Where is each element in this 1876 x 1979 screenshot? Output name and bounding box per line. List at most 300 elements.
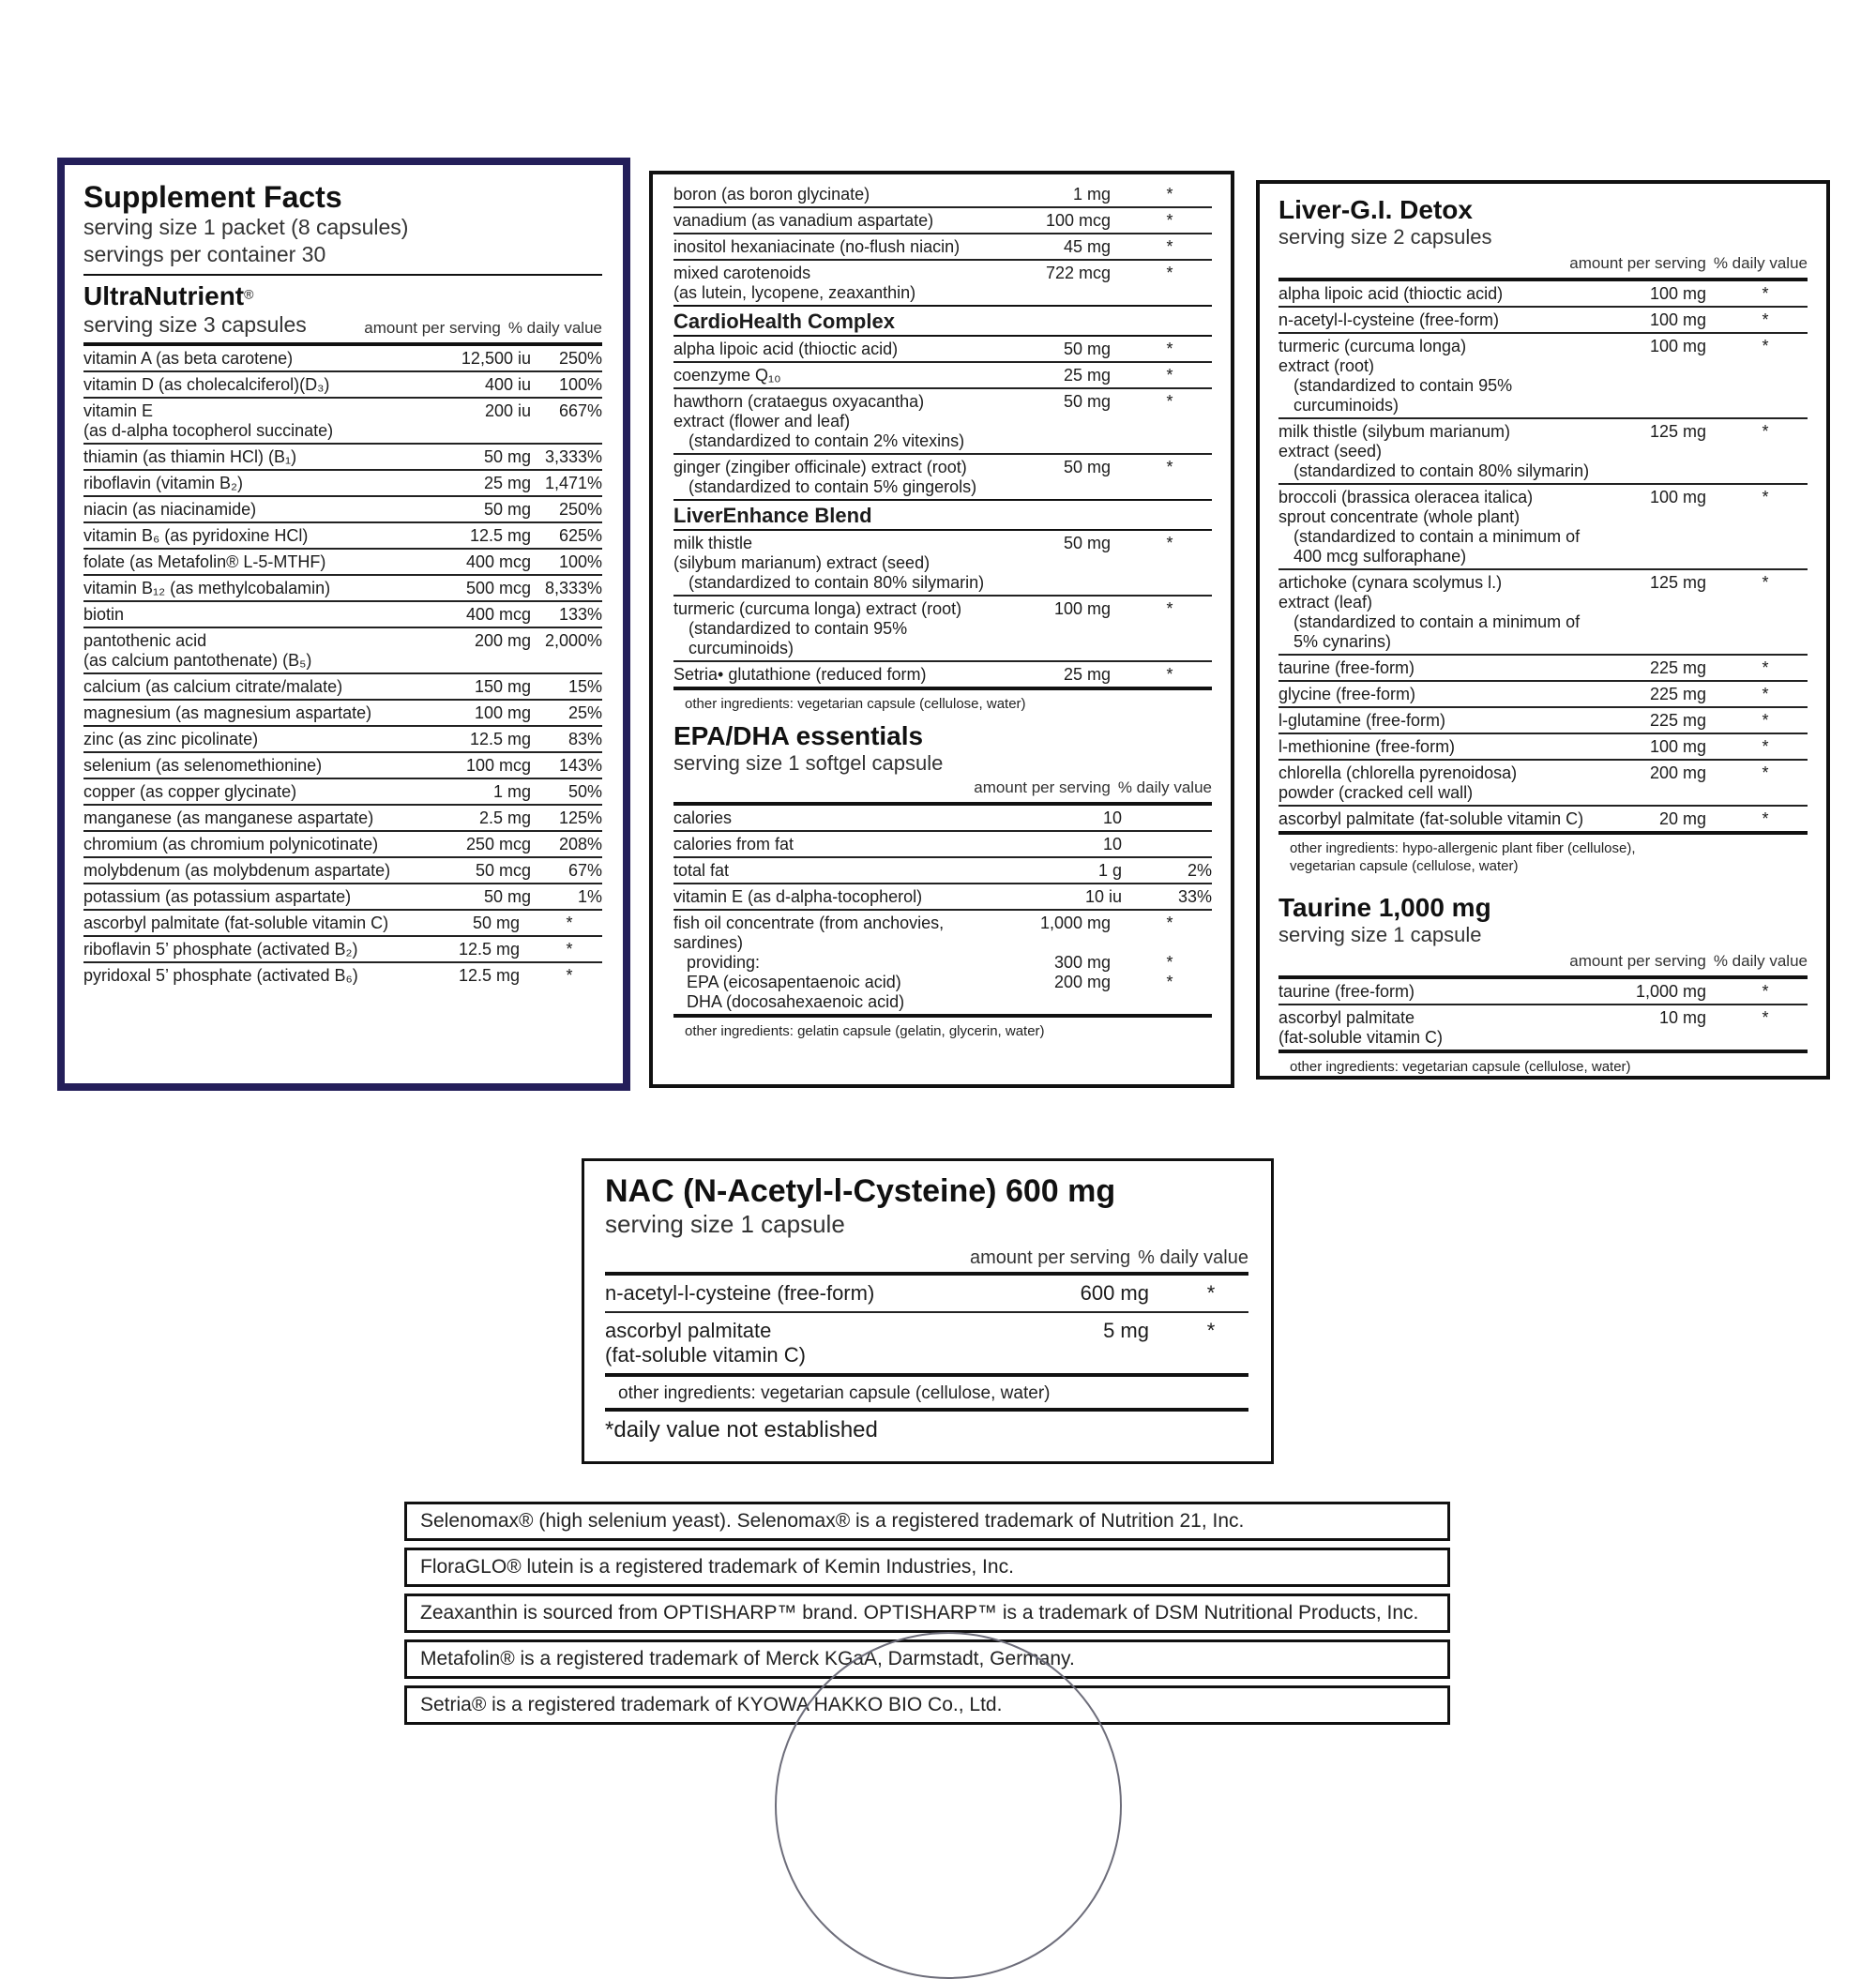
- table-row: [673, 233, 1212, 259]
- other-ingredients: other ingredients: gelatin capsule (gelatin, glycerin, water): [685, 1023, 1045, 1039]
- nutrient-name: [83, 835, 446, 854]
- col-dv-header: % daily value: [1117, 778, 1212, 796]
- nutrient-name-line: (standardized to contain 80% silymarin): [688, 573, 985, 592]
- mineral-table: [673, 182, 1212, 305]
- serving-size: serving size 1 capsule: [605, 1210, 845, 1238]
- nutrient-name: [83, 579, 446, 598]
- nutrient-daily-value: *: [1762, 1008, 1769, 1027]
- table-row: [673, 595, 1212, 660]
- nutrient-name-line: sprout concentrate (whole plant): [1278, 507, 1520, 526]
- trademark-selenomax: Selenomax® (high selenium yeast). Selenomax® is a registered trademark of Nutrition 21, Inc.: [404, 1502, 1450, 1541]
- epa-dv: *: [1166, 953, 1173, 972]
- table-row: [1278, 805, 1808, 831]
- nutrient-name-line: taurine (free-form): [1278, 982, 1415, 1001]
- table-row: [83, 909, 602, 935]
- nutrient-daily-value: *: [1166, 185, 1173, 204]
- nutrient-name: [83, 401, 446, 441]
- nutrient-daily-value: 33%: [1177, 887, 1212, 906]
- nutrient-amount: 400 iu: [484, 375, 531, 394]
- nutrient-name: [83, 605, 446, 625]
- nutrient-name-line: vitamin B₆ (as pyridoxine HCl): [83, 526, 309, 545]
- fish-oil-row: [673, 909, 1212, 1014]
- nutrient-name: [673, 185, 1017, 204]
- cardio-liver-epa-panel: [649, 171, 1234, 1088]
- nutrient-daily-value: *: [1206, 1281, 1216, 1305]
- nutrient-amount: 1 g: [1097, 861, 1122, 880]
- nutrient-name: [673, 458, 1017, 497]
- other-ingredients-line2: vegetarian capsule (cellulose, water): [1290, 858, 1519, 874]
- nutrient-daily-value: *: [1166, 264, 1173, 282]
- taurine-title: Taurine 1,000 mg: [1278, 893, 1491, 922]
- table-row: [83, 346, 602, 370]
- epa-serving: serving size 1 softgel capsule: [673, 751, 944, 775]
- nutrient-amount: 150 mg: [474, 677, 531, 696]
- nutrient-name-line: (standardized to contain a minimum of 5% cynarins): [1294, 612, 1581, 651]
- nutrient-daily-value: 250%: [558, 500, 602, 519]
- nutrient-name: [83, 552, 446, 572]
- nutrient-name: [83, 474, 446, 493]
- nutrient-name-line: pantothenic acid: [83, 631, 207, 650]
- nutrient-daily-value: 250%: [558, 349, 602, 368]
- table-row: [1278, 417, 1808, 483]
- table-row: [673, 206, 1212, 233]
- nutrient-name: [1278, 337, 1603, 415]
- table-row: [1278, 706, 1808, 733]
- table-row: [1278, 680, 1808, 706]
- panel-title: Supplement Facts: [83, 180, 342, 214]
- nutrient-daily-value: *: [1166, 458, 1173, 476]
- table-row: [83, 961, 602, 988]
- serving-size: serving size 2 capsules: [1278, 225, 1492, 249]
- table-row: [83, 627, 602, 672]
- nutrient-name-line: riboflavin (vitamin B₂): [83, 474, 244, 492]
- nutrient-daily-value: *: [1762, 658, 1769, 677]
- nutrient-amount: 250 mcg: [465, 835, 531, 854]
- nac-table: [605, 1276, 1248, 1373]
- nutrient-name: [1278, 284, 1603, 304]
- servings-per-container: servings per container 30: [83, 242, 326, 266]
- nutrient-daily-value: *: [1762, 284, 1769, 303]
- trademark-optisharp: Zeaxanthin is sourced from OPTISHARP™ brand. OPTISHARP™ is a trademark of DSM Nutritional Products, Inc.: [404, 1594, 1450, 1633]
- nutrient-name: [83, 349, 446, 369]
- nutrient-name: [1278, 809, 1603, 829]
- nutrient-daily-value: *: [1762, 737, 1769, 756]
- nutrient-name-line: ginger (zingiber officinale) extract (root): [673, 458, 967, 476]
- nutrient-amount: 100 mg: [474, 703, 531, 722]
- table-row: [1278, 483, 1808, 568]
- nutrient-name-line: turmeric (curcuma longa) extract (root): [673, 599, 962, 618]
- nutrient-name-line: vanadium (as vanadium aspartate): [673, 211, 934, 230]
- panel-title: Liver-G.I. Detox: [1278, 195, 1473, 224]
- nutrient-name-line: turmeric (curcuma longa): [1278, 337, 1467, 355]
- nutrient-name-line: folate (as Metafolin® L-5-MTHF): [83, 552, 326, 571]
- nutrient-amount: 1 mg: [1072, 185, 1111, 204]
- nutrient-amount: 100 mg: [1649, 337, 1706, 355]
- nutrient-name: [673, 665, 1017, 685]
- nutrient-name: [673, 211, 1017, 231]
- nutrient-amount: 10: [1102, 835, 1122, 854]
- detox-table: [1278, 281, 1808, 831]
- nutrient-amount: 50 mg: [1063, 534, 1111, 552]
- table-row: [1278, 568, 1808, 654]
- nutrient-name-line: extract (root): [1278, 356, 1375, 375]
- nutrient-name-line: mixed carotenoids: [673, 264, 811, 282]
- nutrient-name-line: molybdenum (as molybdenum aspartate): [83, 861, 391, 880]
- nutrient-name-line: l-glutamine (free-form): [1278, 711, 1446, 730]
- nutrient-amount: 45 mg: [1063, 237, 1111, 256]
- panel-title: NAC (N-Acetyl-l-Cysteine) 600 mg: [605, 1173, 1116, 1209]
- nutrient-name-line: manganese (as manganese aspartate): [83, 808, 374, 827]
- nutrient-amount: 5 mg: [1103, 1319, 1149, 1342]
- trademark-metafolin: Metafolin® is a registered trademark of Merck KGaA, Darmstadt, Germany.: [404, 1639, 1450, 1679]
- table-row: [673, 453, 1212, 499]
- table-row: [83, 548, 602, 574]
- nutrient-amount: 25 mg: [483, 474, 531, 492]
- nutrient-amount: 100 mcg: [1045, 211, 1111, 230]
- col-dv-header: % daily value: [1713, 254, 1808, 272]
- nutrient-amount: 20 mg: [1658, 809, 1706, 828]
- nutrient-daily-value: 625%: [558, 526, 602, 545]
- nutrient-amount: 2.5 mg: [478, 808, 531, 827]
- nutrient-amount: 12.5 mg: [458, 966, 520, 985]
- nutrient-name: [83, 526, 446, 546]
- nutrient-amount: 100 mcg: [465, 756, 531, 775]
- nutrient-name-line: milk thistle: [673, 534, 753, 552]
- nutrient-name-line: selenium (as selenomethionine): [83, 756, 323, 775]
- nutrient-daily-value: 133%: [558, 605, 602, 624]
- nutrient-name-line: total fat: [673, 861, 730, 880]
- nutrient-amount: 10 mg: [1658, 1008, 1706, 1027]
- table-row: [83, 699, 602, 725]
- nutrient-amount: 400 mcg: [465, 605, 531, 624]
- nutrient-daily-value: 67%: [567, 861, 602, 880]
- nutrient-name-line: vitamin E: [83, 401, 154, 420]
- table-row: [1278, 1004, 1808, 1050]
- nutrient-daily-value: *: [1762, 809, 1769, 828]
- nutrient-table: [83, 346, 602, 988]
- nutrient-name: [83, 500, 446, 520]
- nutrient-name-line: n-acetyl-l-cysteine (free-form): [1278, 310, 1500, 329]
- registered-mark: ®: [244, 286, 254, 302]
- nutrient-name-line: magnesium (as magnesium aspartate): [83, 703, 372, 722]
- nutrient-amount: 10: [1102, 808, 1122, 827]
- nutrient-amount: 100 mg: [1053, 599, 1111, 618]
- col-amount-header: amount per serving: [1569, 254, 1706, 272]
- table-row: [83, 751, 602, 778]
- nutrient-name-line: alpha lipoic acid (thioctic acid): [1278, 284, 1504, 303]
- nutrient-name-line: (silybum marianum) extract (seed): [673, 553, 930, 572]
- nutrient-name-line: n-acetyl-l-cysteine (free-form): [605, 1281, 875, 1305]
- cardio-title: CardioHealth Complex: [673, 310, 895, 333]
- epa-title: EPA/DHA essentials: [673, 721, 924, 750]
- nutrient-daily-value: 15%: [567, 677, 602, 696]
- nutrient-daily-value: 100%: [558, 375, 602, 394]
- supplement-facts-panel: [57, 158, 630, 1091]
- nutrient-amount: 225 mg: [1649, 711, 1706, 730]
- nutrient-amount: 25 mg: [1063, 665, 1111, 684]
- serving-size: serving size 1 packet (8 capsules): [83, 215, 409, 239]
- table-row: [673, 856, 1212, 883]
- table-row: [83, 883, 602, 909]
- nutrient-name-line: biotin: [83, 605, 125, 624]
- nutrient-daily-value: 208%: [558, 835, 602, 854]
- nutrient-name: [673, 861, 1028, 881]
- table-row: [1278, 759, 1808, 805]
- nutrient-amount: 50 mg: [483, 447, 531, 466]
- nutrient-amount: 50 mg: [483, 887, 531, 906]
- nutrient-amount: 1 mg: [492, 782, 531, 801]
- nutrient-name: [1278, 1008, 1603, 1048]
- fish-oil-amount: 1,000 mg: [1039, 914, 1111, 932]
- nutrient-amount: 50 mg: [1063, 340, 1111, 358]
- nutrient-name-line: chlorella (chlorella pyrenoidosa): [1278, 763, 1518, 782]
- nutrient-name-line: (standardized to contain 95% curcuminoids): [1294, 376, 1513, 415]
- nutrient-name: [1278, 711, 1603, 731]
- nutrient-name: [83, 914, 435, 933]
- nutrient-name: [673, 264, 1017, 303]
- table-row: [673, 830, 1212, 856]
- nutrient-amount: 200 mg: [474, 631, 531, 650]
- nutrient-amount: 50 mg: [1063, 392, 1111, 411]
- nutrient-daily-value: 143%: [558, 756, 602, 775]
- nutrient-name: [83, 730, 446, 749]
- taurine-table: [1278, 979, 1808, 1050]
- nutrient-amount: 600 mg: [1080, 1281, 1149, 1305]
- nutrient-name-line: vitamin E (as d-alpha-tocopherol): [673, 887, 923, 906]
- table-row: [83, 672, 602, 699]
- nutrient-daily-value: 50%: [567, 782, 602, 801]
- nutrient-name-line: vitamin D (as cholecalciferol)(D₃): [83, 375, 330, 394]
- faded-stamp-arc: [775, 1632, 1122, 1979]
- trademark-floraglo: FloraGLO® lutein is a registered trademark of Kemin Industries, Inc.: [404, 1548, 1450, 1587]
- trademark-setria: Setria® is a registered trademark of KYOWA HAKKO BIO Co., Ltd.: [404, 1685, 1450, 1725]
- nutrient-daily-value: 3,333%: [544, 447, 602, 466]
- nutrient-daily-value: *: [1762, 685, 1769, 703]
- table-row: [83, 856, 602, 883]
- providing-label: providing:: [687, 953, 761, 972]
- nutrient-name-line: extract (seed): [1278, 442, 1383, 461]
- cardio-table: [673, 337, 1212, 499]
- nutrient-name-line: alpha lipoic acid (thioctic acid): [673, 340, 899, 358]
- liver-gi-detox-panel: [1256, 180, 1830, 1080]
- nutrient-name-line: niacin (as niacinamide): [83, 500, 257, 519]
- fish-oil-dv: *: [1166, 914, 1173, 932]
- nutrient-name: [83, 756, 446, 776]
- nutrient-name-line: (as lutein, lycopene, zeaxanthin): [673, 283, 916, 302]
- nutrient-amount: 50 mg: [483, 500, 531, 519]
- nutrient-name-line: (as d-alpha tocopherol succinate): [83, 421, 334, 440]
- nutrient-name-line: (standardized to contain 2% vitexins): [688, 431, 965, 450]
- nutrient-daily-value: 1,471%: [544, 474, 602, 492]
- nutrient-amount: 1,000 mg: [1635, 982, 1706, 1001]
- other-ingredients-line1: other ingredients: hypo-allergenic plant fiber (cellulose),: [1290, 840, 1636, 856]
- nutrient-name: [83, 375, 446, 395]
- nutrient-daily-value: *: [1206, 1319, 1216, 1342]
- epa-amount: 300 mg: [1053, 953, 1111, 972]
- nutrient-name: [1278, 422, 1603, 481]
- nutrient-amount: 100 mg: [1649, 737, 1706, 756]
- nutrient-daily-value: 83%: [567, 730, 602, 748]
- table-row: [605, 1276, 1248, 1311]
- nutrient-name-line: boron (as boron glycinate): [673, 185, 870, 204]
- table-row: [673, 259, 1212, 305]
- table-row: [1278, 332, 1808, 417]
- nutrient-name-line: chromium (as chromium polynicotinate): [83, 835, 379, 854]
- table-row: [673, 660, 1212, 687]
- nutrient-name: [673, 534, 1017, 593]
- nutrient-name-line: milk thistle (silybum marianum): [1278, 422, 1511, 441]
- nutrient-name: [1278, 763, 1603, 803]
- col-amount-header: amount per serving: [974, 778, 1111, 796]
- nutrient-name-line: (as calcium pantothenate) (B₅): [83, 651, 312, 670]
- nutrient-name: [83, 966, 435, 986]
- nutrient-name-line: vitamin B₁₂ (as methylcobalamin): [83, 579, 331, 597]
- nutrient-name: [83, 631, 446, 671]
- nutrient-name-line: ascorbyl palmitate: [1278, 1008, 1415, 1027]
- nutrient-amount: 200 iu: [484, 401, 531, 420]
- nutrient-amount: 50 mg: [1063, 458, 1111, 476]
- table-row: [1278, 733, 1808, 759]
- nutrient-name-line: potassium (as potassium aspartate): [83, 887, 352, 906]
- table-row: [83, 935, 602, 961]
- nutrient-amount: 125 mg: [1649, 422, 1706, 441]
- nutrient-name: [1278, 488, 1603, 567]
- nutrient-daily-value: *: [1762, 711, 1769, 730]
- nutrient-name-line: ascorbyl palmitate (fat-soluble vitamin C): [83, 914, 389, 932]
- nutrient-name: [83, 808, 446, 828]
- table-row: [1278, 306, 1808, 332]
- nutrient-daily-value: 2%: [1187, 861, 1212, 880]
- table-row: [83, 443, 602, 469]
- section-serving: serving size 3 capsules: [83, 312, 307, 337]
- nutrient-name: [83, 703, 446, 723]
- liver-enhance-table: [673, 531, 1212, 687]
- nutrient-amount: 12.5 mg: [458, 940, 520, 959]
- col-amount-header: amount per serving: [969, 1247, 1131, 1268]
- table-row: [83, 469, 602, 495]
- nutrient-name: [83, 861, 446, 881]
- col-dv-header: % daily value: [1138, 1247, 1248, 1268]
- table-row: [83, 370, 602, 397]
- nutrient-name-line: vitamin A (as beta carotene): [83, 349, 294, 368]
- nutrient-daily-value: *: [1166, 211, 1173, 230]
- nutrient-name-line: coenzyme Q₁₀: [673, 366, 781, 385]
- nutrient-name-line: (fat-soluble vitamin C): [605, 1343, 806, 1367]
- liver-enhance-title: LiverEnhance Blend: [673, 504, 872, 527]
- nutrient-name: [83, 677, 446, 697]
- nutrient-amount: 125 mg: [1649, 573, 1706, 592]
- nutrient-amount: 225 mg: [1649, 658, 1706, 677]
- table-row: [83, 804, 602, 830]
- nutrient-name-line: thiamin (as thiamin HCl) (B₁): [83, 447, 297, 466]
- dha-amount: 200 mg: [1053, 973, 1111, 991]
- col-amount-header: amount per serving: [364, 319, 501, 337]
- nutrient-amount: 50 mcg: [475, 861, 531, 880]
- nutrient-amount: 225 mg: [1649, 685, 1706, 703]
- nutrient-name-line: pyridoxal 5’ phosphate (activated B₆): [83, 966, 358, 985]
- nutrient-name-line: riboflavin 5’ phosphate (activated B₂): [83, 940, 358, 959]
- col-dv-header: % daily value: [507, 319, 602, 337]
- nutrient-name: [673, 340, 1017, 359]
- nutrient-name-line: hawthorn (crataegus oxyacantha): [673, 392, 925, 411]
- nutrient-daily-value: 2,000%: [544, 631, 602, 650]
- taurine-serving: serving size 1 capsule: [1278, 923, 1482, 946]
- nutrient-name-line: (standardized to contain 80% silymarin): [1294, 461, 1590, 480]
- nutrient-daily-value: *: [1166, 534, 1173, 552]
- nutrient-daily-value: 100%: [558, 552, 602, 571]
- nutrient-amount: 200 mg: [1649, 763, 1706, 782]
- nutrient-amount: 722 mcg: [1045, 264, 1111, 282]
- nutrient-daily-value: *: [1166, 665, 1173, 684]
- daily-value-footnote: *daily value not established: [605, 1417, 878, 1443]
- nutrient-daily-value: *: [1166, 340, 1173, 358]
- nutrient-daily-value: *: [1762, 763, 1769, 782]
- table-row: [83, 778, 602, 804]
- nutrient-name: [1278, 685, 1603, 704]
- nutrient-name: [83, 940, 435, 959]
- epa-name: EPA (eicosapentaenoic acid): [687, 973, 901, 991]
- nutrient-name-line: extract (flower and leaf): [673, 412, 851, 431]
- nutrient-amount: 500 mcg: [465, 579, 531, 597]
- nutrient-daily-value: *: [1762, 310, 1769, 329]
- nutrient-daily-value: *: [1166, 366, 1173, 385]
- nutrient-amount: 12.5 mg: [469, 730, 531, 748]
- nutrient-daily-value: *: [1762, 573, 1769, 592]
- nutrient-name-line: artichoke (cynara scolymus l.): [1278, 573, 1503, 592]
- nutrient-name: [673, 392, 1017, 451]
- nutrient-amount: 12,500 iu: [461, 349, 531, 368]
- table-row: [83, 600, 602, 627]
- table-row: [673, 182, 1212, 206]
- table-row: [605, 1311, 1248, 1373]
- nutrient-amount: 100 mg: [1649, 284, 1706, 303]
- nutrient-name-line: extract (leaf): [1278, 593, 1373, 612]
- nutrient-name-line: (standardized to contain 5% gingerols): [688, 477, 977, 496]
- nutrient-name-line: broccoli (brassica oleracea italica): [1278, 488, 1534, 506]
- nutrient-name: [83, 887, 446, 907]
- table-row: [1278, 654, 1808, 680]
- table-row: [673, 387, 1212, 453]
- table-row: [1278, 979, 1808, 1004]
- table-row: [673, 806, 1212, 830]
- nutrient-name-line: copper (as copper glycinate): [83, 782, 297, 801]
- nutrient-name-line: ascorbyl palmitate: [605, 1319, 772, 1342]
- nutrient-daily-value: 25%: [567, 703, 602, 722]
- nutrient-daily-value: *: [566, 966, 573, 985]
- nutrient-amount: 50 mg: [472, 914, 520, 932]
- epa-table: [673, 806, 1212, 909]
- nutrient-name-line: zinc (as zinc picolinate): [83, 730, 259, 748]
- nutrient-name: [1278, 573, 1603, 652]
- nutrient-name-line: (standardized to contain a minimum of 400 mcg sulforaphane): [1294, 527, 1581, 566]
- nutrient-name: [605, 1281, 1018, 1306]
- table-row: [83, 830, 602, 856]
- section-title: UltraNutrient: [83, 281, 245, 310]
- nutrient-name-line: taurine (free-form): [1278, 658, 1415, 677]
- dha-name: DHA (docosahexaenoic acid): [687, 992, 905, 1011]
- nutrient-name-line: calories: [673, 808, 733, 827]
- nutrient-amount: 400 mcg: [465, 552, 531, 571]
- nutrient-daily-value: *: [566, 940, 573, 959]
- nutrient-name-line: calories from fat: [673, 835, 794, 854]
- nac-panel: [582, 1158, 1274, 1464]
- nutrient-name: [673, 808, 1028, 828]
- nutrient-name-line: powder (cracked cell wall): [1278, 783, 1474, 802]
- nutrient-amount: 100 mg: [1649, 310, 1706, 329]
- other-ingredients: [1278, 835, 1808, 880]
- nutrient-name: [673, 835, 1028, 854]
- table-row: [673, 361, 1212, 387]
